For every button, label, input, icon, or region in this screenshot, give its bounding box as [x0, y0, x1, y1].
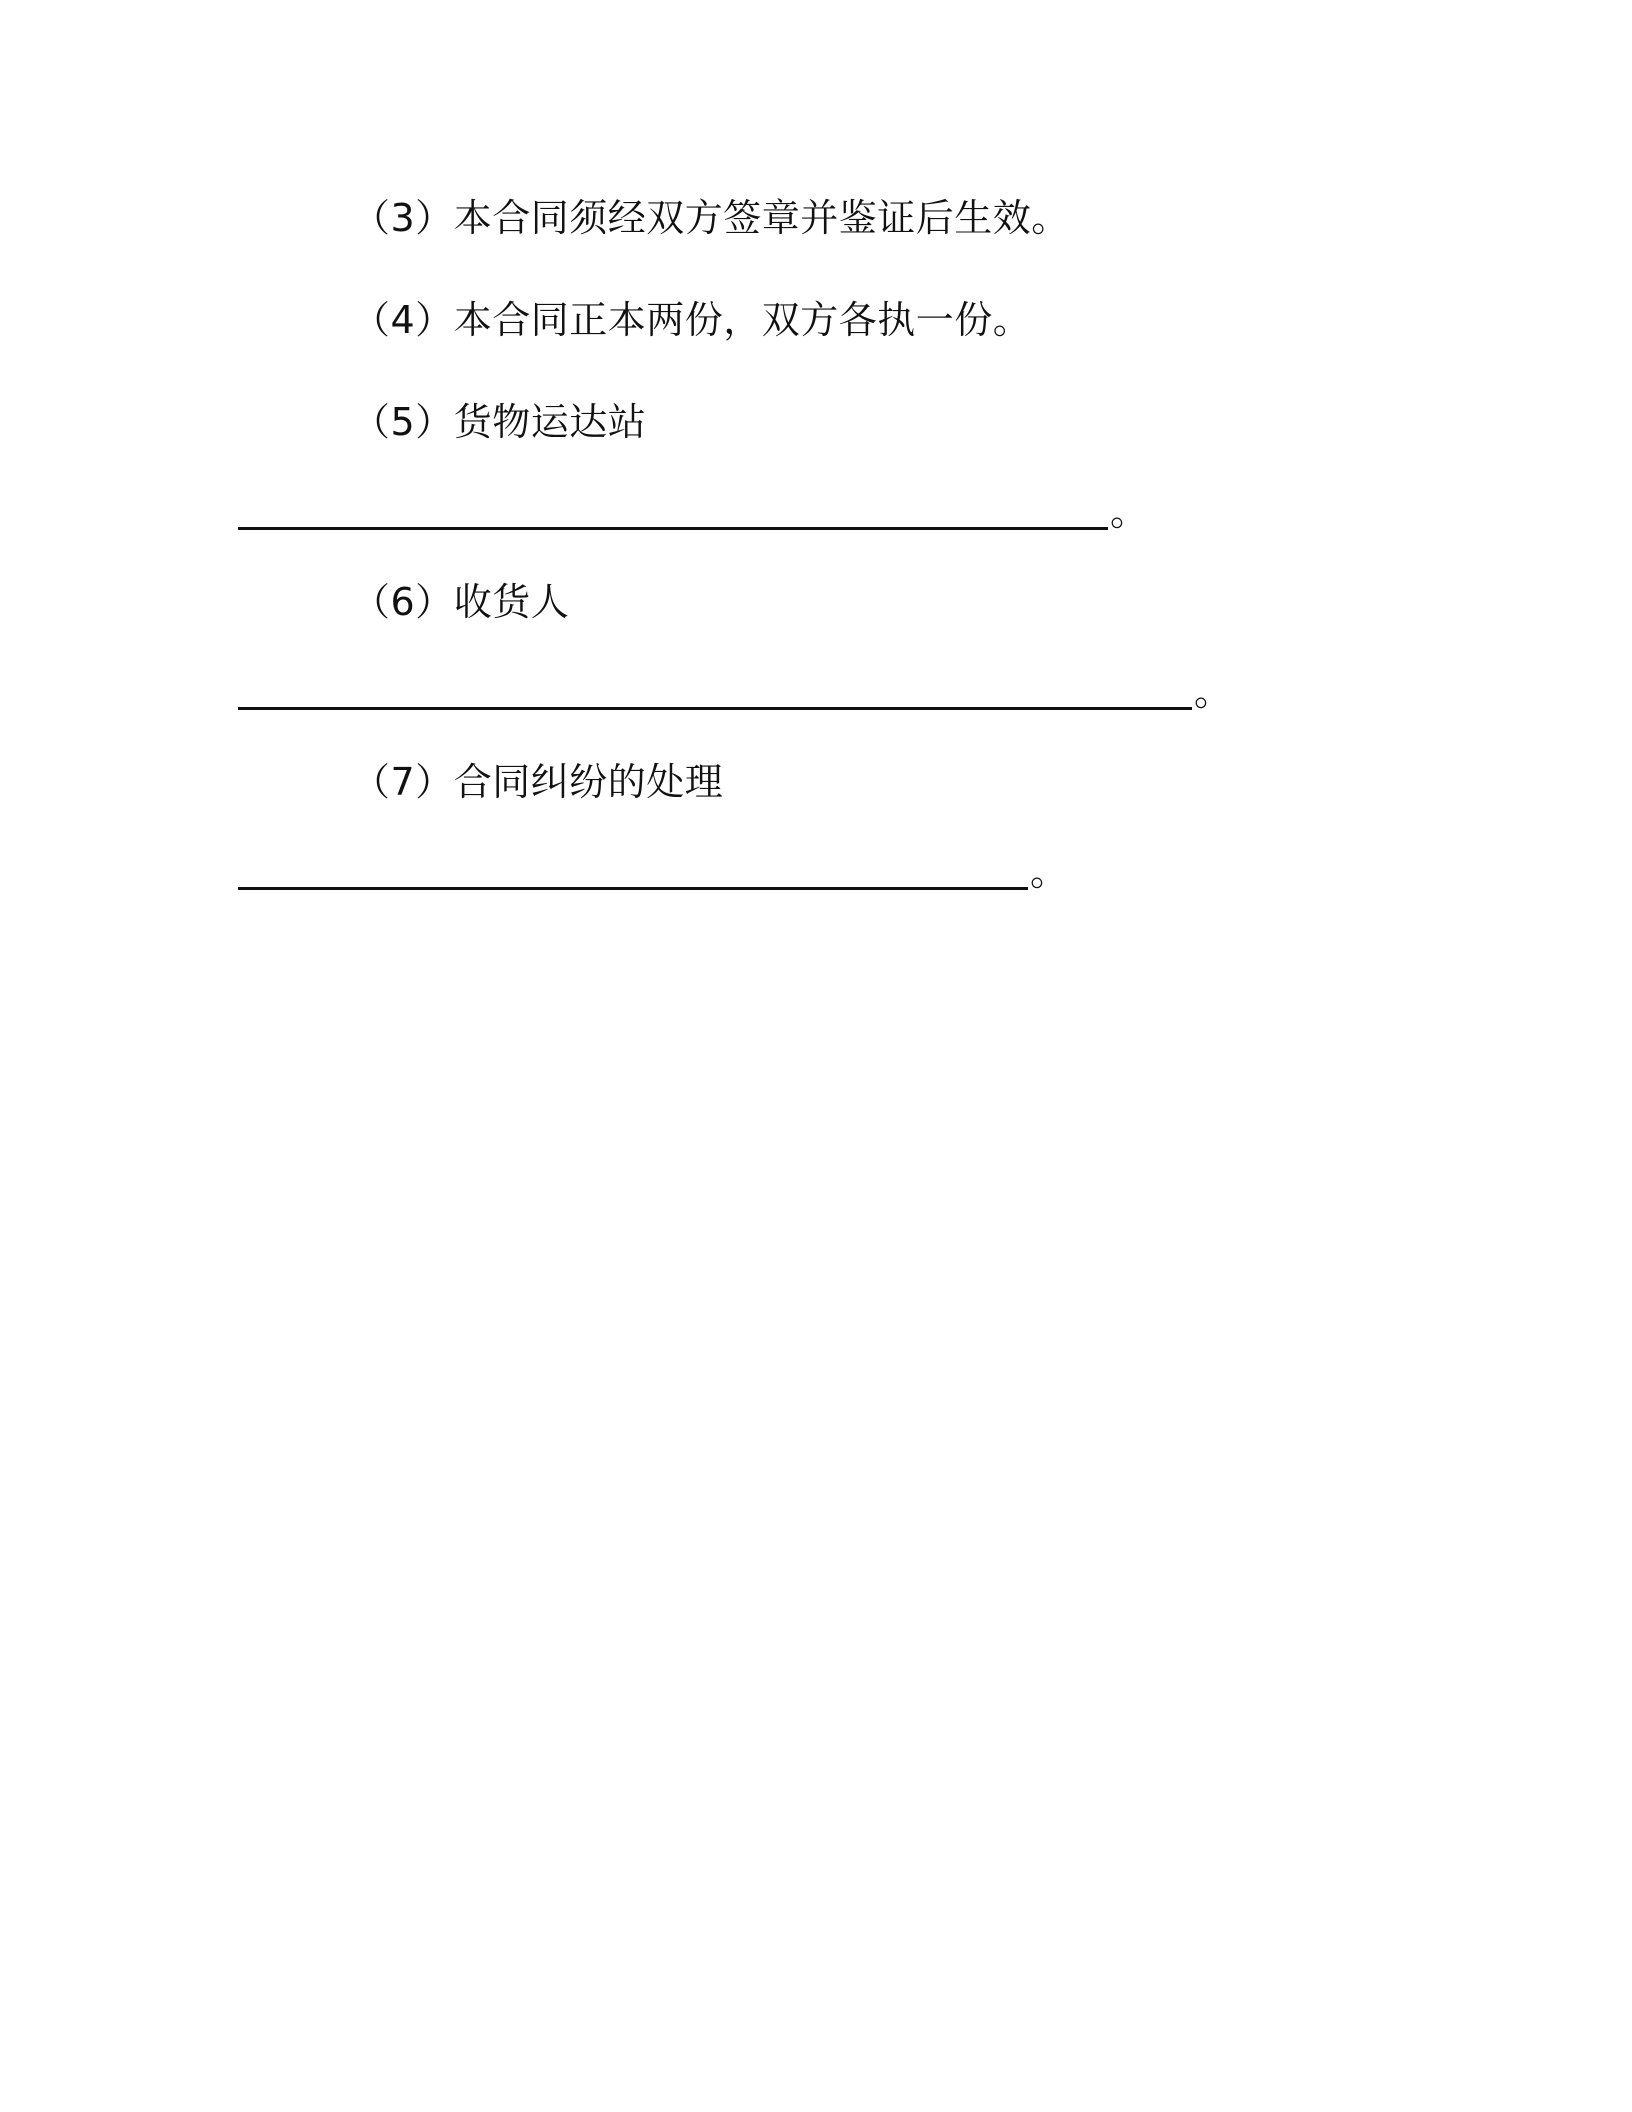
blank-underline	[238, 707, 1192, 710]
clause-7	[352, 756, 723, 808]
period-mark: 。	[1194, 670, 1233, 714]
clause-number: （7）	[352, 760, 454, 804]
clause-text: 收货人	[453, 580, 570, 624]
clause-number: （3）	[352, 196, 454, 240]
clause-number: （4）	[352, 298, 454, 342]
blank-underline	[238, 887, 1028, 890]
clause-text: 合同纠纷的处理	[453, 760, 724, 804]
fill-in-blank-dispute-resolution[interactable]	[238, 846, 1068, 898]
clause-text: 本合同正本两份，双方各执一份。	[453, 298, 1032, 342]
clause-3	[352, 192, 1070, 244]
clause-number: （6）	[352, 580, 454, 624]
clause-text: 本合同须经双方签章并鉴证后生效。	[453, 196, 1070, 240]
clause-text: 货物运达站	[453, 400, 647, 444]
clause-4	[352, 294, 1031, 346]
period-mark: 。	[1110, 490, 1149, 534]
clause-number: （5）	[352, 400, 454, 444]
period-mark: 。	[1030, 850, 1069, 894]
blank-underline	[238, 527, 1108, 530]
clause-5	[352, 396, 646, 448]
fill-in-blank-consignee[interactable]	[238, 666, 1232, 718]
fill-in-blank-destination-station[interactable]	[238, 486, 1148, 538]
clause-6	[352, 576, 569, 628]
